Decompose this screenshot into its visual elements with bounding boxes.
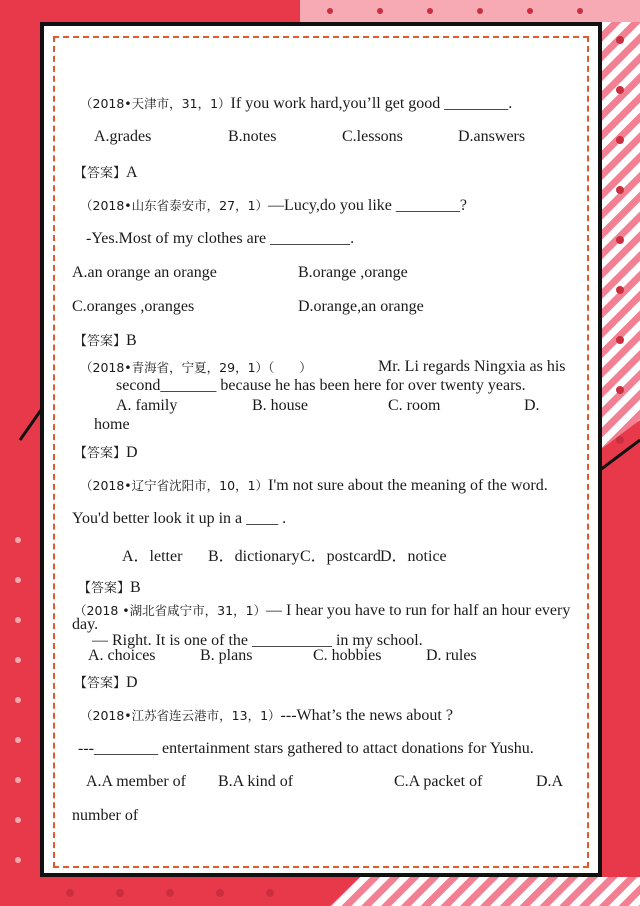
q3-option-d-text: home [94,416,130,433]
q3-option-d: D. [524,397,540,414]
q6-reply: ---________ entertainment stars gathered to attact donations for Yushu. [78,740,534,757]
q6-question [80,706,453,725]
q3-answer-value: D [126,444,138,461]
q5-source: （2018 •湖北省咸宁市，31，1） [74,603,267,618]
q4-question [80,476,548,495]
q2-stem: —Lucy,do you like ________? [268,197,467,214]
q5-question [74,601,570,620]
q6-option-d-text: number of [72,807,139,824]
q5-option-a: A. choices [88,647,156,664]
q1-stem: If you work hard,you’ll get good ________. [230,95,513,112]
q5-stem-line2: day. [72,616,99,633]
q5-answer [74,672,138,692]
q2-answer-label: 【答案】 [74,334,127,349]
q4-option-c: C．postcard [300,548,381,565]
q6-option-c: C.A packet of [394,773,483,790]
q4-answer-value: B [130,579,141,596]
q2-question [80,196,467,215]
q2-option-d: D.orange,an orange [298,298,424,315]
q1-answer-value: A [126,164,138,181]
q6-option-d: D.A [536,773,564,790]
q1-option-d: D.answers [458,128,526,145]
q1-source: （2018•天津市，31，1） [80,96,231,111]
q3-answer-label: 【答案】 [74,446,127,461]
q5-answer-label: 【答案】 [74,676,127,691]
q3-option-b: B. house [252,397,308,414]
q2-reply: -Yes.Most of my clothes are __________. [86,230,355,247]
q4-option-b: B．dictionary [208,548,300,565]
q2-answer-value: B [126,332,137,349]
q4-source: （2018•辽宁省沈阳市，10，1） [80,478,269,493]
q5-blank: __________ [251,632,332,649]
q6-source: （2018•江苏省连云港市，13，1） [80,708,281,723]
q3-option-a: A. family [116,397,178,414]
q3-answer [74,442,138,462]
q1-option-b: B.notes [228,128,277,145]
q6-option-b: B.A kind of [218,773,294,790]
q3-stem-line1: Mr. Li regards Ningxia as his [378,358,566,375]
q1-answer-label: 【答案】 [74,166,127,181]
q3-source: （2018•青海省，宁夏，29，1）（ ） [80,360,312,375]
q5-option-d: D. rules [426,647,477,664]
q6-stem: ---What’s the news about ? [280,707,453,724]
q1-option-c: C.lessons [342,128,403,145]
q1-option-a: A.grades [94,128,152,145]
q5-answer-value: D [126,674,138,691]
q1-question [80,94,512,113]
q3-question [80,358,312,377]
q1-answer [74,162,138,182]
q4-answer [78,577,141,597]
q4-option-a: A．letter [122,548,183,565]
q5-stem: — I hear you have to run for half an hour every [266,602,571,619]
q4-option-d: D．notice [380,548,447,565]
q5-reply-start: — Right. It is one of the [92,632,248,649]
q4-answer-label: 【答案】 [78,581,131,596]
q4-stem: I'm not sure about the meaning of the word. [268,477,548,494]
q5-option-c: C. hobbies [313,647,382,664]
q5-reply-end: in my school. [335,632,423,649]
q2-source: （2018•山东省泰安市，27，1） [80,198,269,213]
q2-option-a: A.an orange an orange [72,264,217,281]
q3-stem-line2: second_______ because he has been here for over twenty years. [116,377,526,394]
q2-option-b: B.orange ,orange [298,264,408,281]
q4-stem-line2: You'd better look it up in a ____ . [72,510,287,527]
q5-option-b: B. plans [200,647,253,664]
q2-answer [74,330,137,350]
q6-option-a: A.A member of [86,773,186,790]
q3-option-c: C. room [388,397,441,414]
q2-option-c: C.oranges ,oranges [72,298,195,315]
